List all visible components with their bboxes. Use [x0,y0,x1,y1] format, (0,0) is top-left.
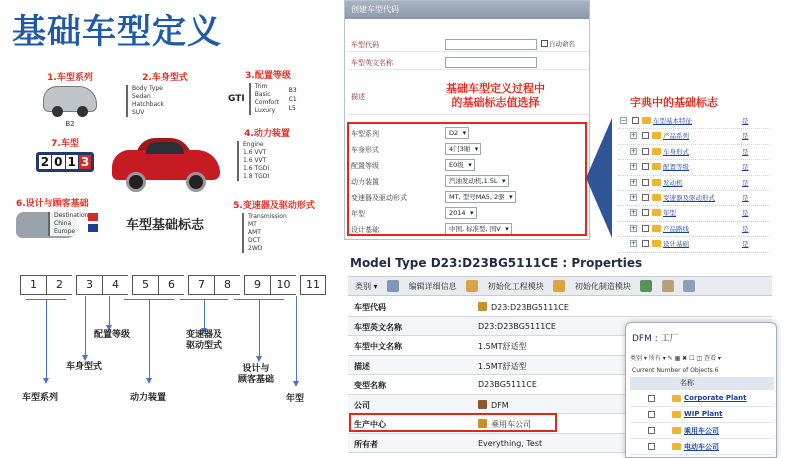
properties-title: Model Type D23:D23BG5111CE : Properties [350,256,643,270]
properties-toolbar [348,276,772,296]
segment-label-design: 设计与 顾客基础 [238,364,275,385]
company-link[interactable]: DFM [478,400,509,410]
production-center-link[interactable]: 乘用车公司 [478,419,531,430]
power-engine-table: Engine 1.6 VVT 1.6 VVT 1.6 TGDI 1.8 TGDI [237,141,297,181]
folder-icon [642,117,651,124]
category-menu[interactable]: 类别 ▾ [355,282,378,291]
tree-row[interactable]: − 车型基本特征 是 [618,114,770,129]
tree-row[interactable]: + 变速器及驱动形式 是 [618,191,770,206]
init-engineering-button[interactable]: 初始化工程模块 [466,282,544,291]
help-icon[interactable] [683,282,695,291]
segment-label-body: 车身型式 [66,362,103,372]
factory-row[interactable]: Corporate Plant [630,391,774,407]
folder-icon [672,411,681,418]
attr-config [228,68,308,115]
select-row: 变速器及驱动形式 MT, 型号MA5, 2驱 ▾ [347,189,587,205]
attr-model-label: 7.车型 [51,139,79,149]
auto-name-checkbox[interactable]: 自动命名 [541,39,575,48]
hero-car-image [112,136,220,192]
code-position: 8 [214,275,240,295]
attr-body-label: 2.车身型式 [142,73,188,83]
attr-design-label: 6.设计与顾客基础 [16,199,89,209]
field-english-name: 车型英文名称 [347,55,589,70]
code-position: 1 [20,275,46,295]
link-icon[interactable] [662,282,674,291]
gear-icon [466,280,478,292]
selection-highlight-frame [347,122,587,236]
select-row: 配置等级 E0级 ▾ [347,157,587,173]
prop-row: 车型代码 D23:D23BG5111CE [348,297,772,317]
folder-icon [652,225,661,232]
tree-row[interactable]: + 发动机 是 [618,176,770,191]
prop-row: 车型中文名称 1.5MT舒适型 [348,336,772,356]
tree-row[interactable]: + 配置等级 是 [618,160,770,175]
select-row: 车型系列 D2 ▾ [347,125,587,141]
attr-series-label: 1.车型系列 [47,73,93,83]
factory-row[interactable]: 电动车公司 [630,439,774,455]
code-position: 2 [46,275,72,295]
edit-details-button[interactable]: 编辑详细信息 [387,282,457,291]
folder-icon [672,395,681,402]
segment-label-series: 车型系列 [22,393,59,403]
model-code-input[interactable] [445,39,537,50]
body-type-table: Body Type Sedan Hatchback SUV [126,85,204,117]
edit-icon [387,280,399,292]
code-position: 10 [270,275,296,295]
prop-row: 生产中心 乘用车公司 [348,414,772,434]
tree-row[interactable]: + 产品路线 是 [618,222,770,237]
folder-icon [652,179,661,186]
code-position: 9 [244,275,270,295]
config-codes: B3 C1 L5 [288,86,297,112]
dialog-callout: 基础车型定义过程中 的基础标志值选择 [446,82,545,109]
config-select[interactable]: E0级 ▾ [445,159,475,171]
attr-series-sub: B2 [65,120,75,128]
attr-power-label: 4.动力装置 [244,129,290,139]
folder-icon [652,240,661,247]
folder-icon [672,443,681,450]
code-position: 6 [158,275,184,295]
year-select[interactable]: 2014 ▾ [445,207,477,219]
attr-trans-label: 5.变速器及驱动形式 [233,201,315,211]
code-position: 11 [300,275,326,295]
segment-label-trans: 变速器及 驱动型式 [186,330,223,351]
prop-row: 所有者 Everything, Test [348,434,772,454]
dialog-title: 创建车型代码 [345,1,589,19]
english-name-input[interactable] [445,57,537,68]
attr-design [16,196,116,238]
factory-table-header: 名称 [630,377,774,390]
model-year-odometer: 2 0 1 3 [36,152,94,172]
company-icon [478,400,487,409]
factory-popup [625,322,777,458]
select-row: 车身形式 4门3厢 ▾ [347,141,587,157]
folder-icon [652,209,661,216]
config-trim-table: Trim Basic Comfort Luxury [249,83,285,115]
dictionary-tree [618,114,770,253]
tree-row[interactable]: + 产品系列 是 [618,129,770,144]
factory-title: DFM : 工厂 [632,334,679,344]
folder-icon [652,194,661,201]
code-position: 4 [102,275,128,295]
prop-row: 公司 DFM [348,395,772,415]
prop-row: 描述 1.5MT舒适型 [348,356,772,376]
factory-row[interactable]: 乘用车公司 [630,423,774,439]
code-position-row [20,275,326,295]
code-position: 7 [188,275,214,295]
factory-row[interactable]: WIP Plant [630,407,774,423]
china-flag-icon [88,213,98,221]
prop-row: 变型名称 D23BG5111CE [348,375,772,395]
field-description: 描述 [347,89,589,115]
chat-icon[interactable] [640,282,652,291]
segment-label-power: 动力装置 [130,393,167,403]
tree-row[interactable]: + 年型 是 [618,206,770,221]
production-center-highlight [349,413,557,432]
segment-label-config: 配置等级 [94,330,131,340]
attr-trans [224,198,324,253]
factory-toolbar[interactable]: 类别 ▾ 所有 ▾ ✎ ▦ ✖ ☐ ◫ 查看 ▾ [630,355,721,362]
folder-icon [652,163,661,170]
power-select[interactable]: 汽油发动机,1.5L ▾ [445,175,509,187]
transmission-table: Transmission MT AMT DCT 2WD [242,213,306,253]
folder-icon [652,132,661,139]
select-row: 设计基础 中国, 标准型, 国V ▾ [347,221,587,237]
object-count: Current Number of Objects 6 [632,367,719,374]
attr-model [20,136,110,172]
left-arrow-icon [586,118,612,238]
design-base-select[interactable]: 中国, 标准型, 国V ▾ [445,223,512,235]
folder-icon [652,148,661,155]
body-select[interactable]: 4门3厢 ▾ [445,143,481,155]
slide-title: 基础车型定义 [12,12,222,52]
segment-label-model: 年型 [286,394,305,404]
tree-row[interactable]: + 车身形式 是 [618,145,770,160]
tree-callout: 字典中的基础标志 [630,96,718,109]
prop-row: 车型英文名称 D23:D23BG5111CE [348,317,772,337]
attr-series [30,70,110,128]
gear-icon [553,280,565,292]
code-position: 5 [132,275,158,295]
sedan-icon [43,86,97,112]
attr-config-label: 3.配置等级 [245,71,291,81]
field-model-code: 车型代码 自动命名 [347,37,589,52]
code-position: 3 [76,275,102,295]
tree-row[interactable]: + 设计基础 是 [618,237,770,252]
attr-body [120,70,210,117]
destination-table: Destination China Europe [48,212,84,236]
transmission-select[interactable]: MT, 型号MA5, 2驱 ▾ [445,191,516,203]
series-select[interactable]: D2 ▾ [445,127,469,139]
select-row: 动力装置 汽油发动机,1.5L ▾ [347,173,587,189]
center-label: 车型基础标志 [126,218,205,233]
select-row: 年型 2014 ▾ [347,205,587,221]
config-prefix: GTI [228,94,245,104]
init-manufacturing-button[interactable]: 初始化制造模块 [553,282,631,291]
eu-flag-icon [88,224,98,232]
model-icon [478,302,487,311]
folder-icon [672,427,681,434]
attr-power [222,126,312,181]
